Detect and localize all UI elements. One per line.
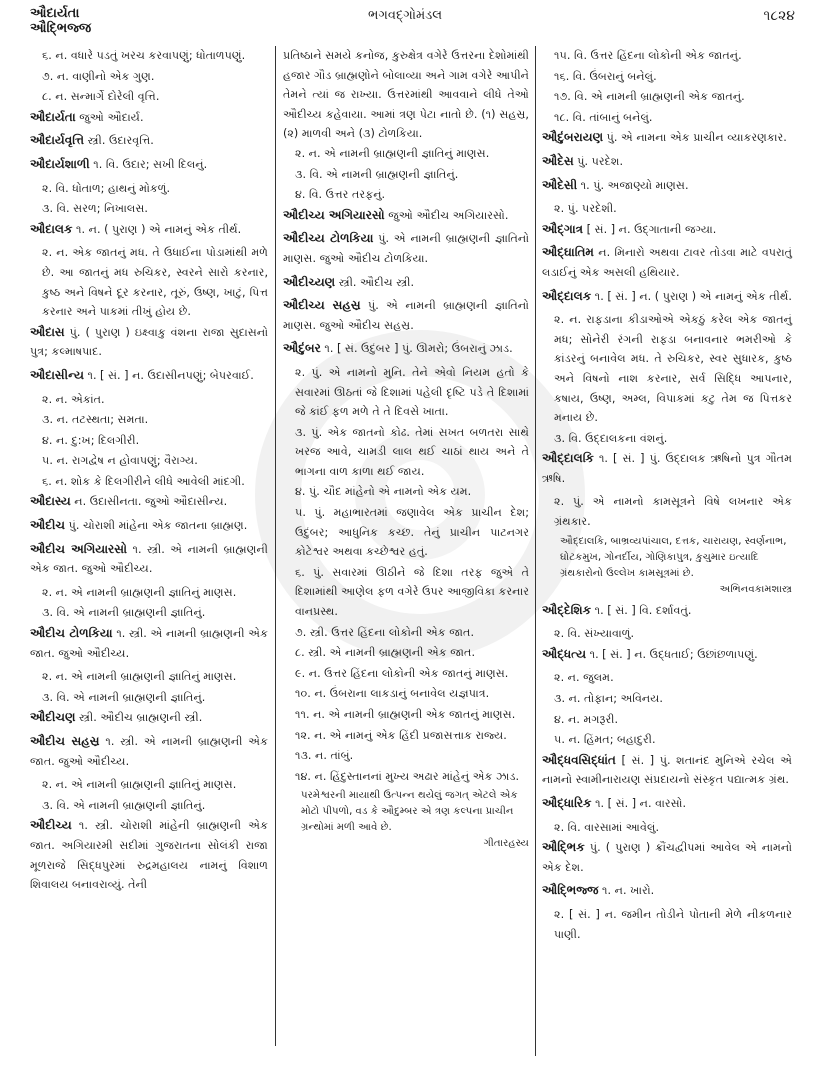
definition: પું. ( પુરાણ ) ક્રૌંચદ્વીપમાં આવેલ એ નામનો એક દેશ. xyxy=(542,841,792,874)
headword: ઔદાસીન્ય xyxy=(30,367,84,382)
dictionary-entry xyxy=(30,624,268,663)
sense-line: ૨. વિ. ધોતાળ; હાથનું મોકળું. xyxy=(42,181,171,195)
headword: ઔદ્દાલક xyxy=(542,288,592,303)
definition: ૧. સ્ત્રી. એ નામની બ્રાહ્મણની એક જાત. જુઓ ઔદીચ્ય. xyxy=(30,542,268,576)
dictionary-entry xyxy=(30,155,268,175)
definition: પું. એ નામની બ્રાહ્મણની જ્ઞાતિનો માણસ. જુઓ ઔદીચ ટોળકિયા. xyxy=(283,232,530,265)
column-divider xyxy=(275,46,276,1046)
headword: ઔદાલક xyxy=(30,221,73,236)
sense-line: ૬. ન. શોક કે દિલગીરીને લીધે આવેલી માંદગી. xyxy=(42,474,245,488)
sense-line: ૫. ન. રાગદ્વેષ ન હોવાપણું; વૈરાગ્ય. xyxy=(42,454,198,468)
dictionary-entry xyxy=(542,449,792,488)
column-1 xyxy=(30,46,268,899)
definition: સ્ત્રી. ઉદારવૃત્તિ. xyxy=(84,134,154,148)
sense-line: ૯. ન. ઉત્તર હિંદના લોકોની એક જાતનું માણસ. xyxy=(295,666,509,680)
sense-line: ૫. પું. મહાભારતમાં જણાવેલ એક પ્રાચીન દેશ; ઉદુંબર; આધુનિક કચ્છ. તેનું પ્રાચીન પાટનગર કોટેશ્વર અથવા કચ્છેશ્વર હતું. xyxy=(295,506,529,559)
headword: ઔદાસ્ય xyxy=(30,494,71,509)
headword: ઔદીચ અગિયારસો xyxy=(30,541,127,556)
headword: ઔદીચ સહસ્ર xyxy=(30,734,100,748)
sense-line: ૧૪. ન. હિંદુસ્તાનનાં મુખ્ય અઢાર માંહેનું એક ઝાડ. xyxy=(295,769,520,783)
sense-line: ૨. પું. એ નામનો મુનિ. તેને એવો નિયમ હતો કે સવારમાં ઊઠતાં જે દિશામાં પહેલી દૃષ્ટિ પડે તે દિશામાં જે કાંઈ ફળ મળે તે તે દિવસે ખાતા. xyxy=(295,365,529,419)
sense-line: ૪. ન. દુ:ખ; દિલગીરી. xyxy=(42,433,140,447)
definition: પું. પરદેશ. xyxy=(573,154,624,168)
definition: જુઓ ઔદીચ અગિયારસો. xyxy=(384,208,509,222)
sense-line: ૨. ન. એ નામની બ્રાહ્મણની જ્ઞાતિનું માણસ. xyxy=(42,670,237,684)
dictionary-entry xyxy=(30,492,268,512)
dictionary-entry xyxy=(30,708,268,728)
definition: ૧. સ્ત્રી. ચોરાશી માંહેની બ્રાહ્મણની એક જાત. અગિયારમી સદીમાં ગુજરાતના સોલંકી રાજા મૂળરાજે સિદ્ધપુરમાં રુદ્રમહાલય નામનું વિશાળ શિવાલય બનાવરાવ્યું. તેની xyxy=(30,819,268,892)
dictionary-entry xyxy=(542,243,792,282)
headword: ઔદાર્યશાળી xyxy=(30,156,90,171)
sense-line: ૧૦. ન. ઉંબરાના લાકડાનું બનાવેલ યજ્ઞપાત્ર. xyxy=(295,687,490,701)
sense-line: ૧૩. ન. તાંબું. xyxy=(295,749,354,763)
definition: ૧. સ્ત્રી. એ નામની બ્રાહ્મણની એક જાત. જુઓ ઔદીચ્ય. xyxy=(30,735,268,768)
definition: ૧. ન. ( પુરાણ ) એ નામનું એક તીર્થ. xyxy=(72,222,242,236)
dictionary-entry xyxy=(542,128,792,148)
page-number: ૧૮૨૪ xyxy=(763,8,795,24)
headword: ઔદીચણ xyxy=(30,710,76,725)
sense-line: ૪. ન. મગરૂરી. xyxy=(554,712,619,726)
headword: ઔદીચ્યણ xyxy=(283,274,336,289)
headword: ઔદ્દાલકિ xyxy=(542,451,594,466)
dictionary-entry xyxy=(30,131,268,151)
sense-line: ૭. સ્ત્રી. ઉત્તર હિંદના લોકોની એક જાત. xyxy=(295,625,475,639)
dictionary-entry xyxy=(283,273,529,293)
sense-line: ૧૭. વિ. એ નામની બ્રાહ્મણની એક જાતનું. xyxy=(554,90,745,104)
headword: ઔદેસી xyxy=(542,177,578,192)
headword: ઔદુંબર xyxy=(283,341,321,356)
headword: ઔદુંબરાયણ xyxy=(542,130,604,145)
sense-line: ૭. ન. વાણીનો એક ગુણ. xyxy=(42,69,155,83)
sense-line: ૧૬. વિ. ઉંબરાનું બનેલું. xyxy=(554,69,657,83)
dictionary-entry xyxy=(30,366,268,386)
definition: [ સં. ] ન. ઉદ્ગાતાની જગ્યા. xyxy=(583,222,717,236)
dictionary-entry xyxy=(542,220,792,240)
quote-source: ગીતારહસ્ય xyxy=(483,838,529,850)
sense-line: ૨. વિ. સંખ્યાવાળું. xyxy=(554,627,635,641)
definition: પું. ચોરાશી માંહેના એક જાતના બ્રાહ્મણ. xyxy=(65,519,248,533)
definition: ન. મિનારો અથવા ટાવર તોડવા માટે વપરાતું લડાઈનું એક અસલી હથિયાર. xyxy=(542,246,792,279)
dictionary-entry xyxy=(542,881,792,901)
dictionary-entry xyxy=(283,206,529,226)
sense-line: ૨. ન. એ નામની બ્રાહ્મણની જ્ઞાતિનું માણસ. xyxy=(295,146,490,160)
headword: ઔદીચ ટોળકિયા xyxy=(30,626,113,641)
definition: જુઓ ઔદાર્ય. xyxy=(75,110,144,124)
column-2 xyxy=(283,46,529,855)
continued-definition: પ્રતિષ્ઠાને સમયે કનોજ, કુરુક્ષેત્ર વગેરે ઉત્તરના દેશોમાંથી હજાર ગૌડ બ્રાહ્મણોને બોલાવ્યા અને ગામ વગેરે આપીને તેમને ત્યાં જ રાખ્યા. ઉત્તરમાંથી આવવાને લીધે તેઓ ઔદીચ્ય કહેવાયા. આમાં ત્રણ પેટા નાતો છે. (૧) સહસ્ર, (૨) માળવી અને (૩) ટોળકિયા. xyxy=(283,49,529,141)
quote-source: અભિનવકામશાસ્ત્ર xyxy=(719,583,792,595)
sense-line: ૨. ન. એકાંત. xyxy=(42,392,105,406)
guide-word-first: ઔદાર્યતા xyxy=(30,6,80,21)
page-header xyxy=(0,0,825,48)
dictionary-entry xyxy=(30,516,268,536)
definition: સ્ત્રી. ઔદીચ બ્રાહ્મણની સ્ત્રી. xyxy=(75,711,203,725)
definition: સ્ત્રી. ઔદીચ સ્ત્રી. xyxy=(335,275,414,289)
headword: ઔદાસ xyxy=(30,324,65,339)
sense-line: ૩. વિ. એ નામની બ્રાહ્મણની જ્ઞાતિનું. xyxy=(42,606,206,620)
dictionary-entry xyxy=(542,152,792,172)
definition: પું. એ નામની બ્રાહ્મણની જ્ઞાતિનો માણસ. જુઓ ઔદીચ સહસ્ર. xyxy=(283,299,529,332)
headword: ઔદ્ધત્ય xyxy=(542,646,587,661)
headword: ઔદ્દેશિક xyxy=(542,602,592,617)
sense-line: ૨. [ સં. ] ન. જમીન તોડીને પોતાની મેળે નીકળનાર પાણી. xyxy=(554,907,792,941)
sense-line: ૬. પું. સવારમાં ઊઠીને જે દિશા તરફ જુએ તે દિશામાંથી આણેલ ફળ વગેરે ઉપર આજીવિકા કરનાર વાનપ્રસ્થ. xyxy=(295,565,529,619)
headword: ઔદ્ભિજ્જ xyxy=(542,883,599,898)
citation-quote xyxy=(301,788,529,852)
headword: ઔદાર્યતા xyxy=(30,109,76,124)
dictionary-entry xyxy=(30,540,268,579)
definition: ૧. સ્ત્રી. એ નામની બ્રાહ્મણની એક જાત. જુઓ ઔદીચ્ય. xyxy=(30,627,268,660)
headword: ઔદેસ xyxy=(542,153,574,168)
headword: ઔદ્ભિક xyxy=(542,840,585,855)
definition: ૧. [ સં. ] ન. ( પુરાણ ) એ નામનું એક તીર્થ. xyxy=(591,289,792,303)
column-3 xyxy=(542,46,792,945)
sense-line: ૨. ન. એ નામની બ્રાહ્મણની જ્ઞાતિનું માણસ. xyxy=(42,778,237,792)
dictionary-entry xyxy=(542,794,792,814)
sense-line: ૮. ન. સન્માર્ગે દોરેલી વૃત્તિ. xyxy=(42,90,160,104)
headword: ઔદીચ xyxy=(30,518,66,533)
dictionary-entry xyxy=(30,220,268,240)
headword: ઔદીચ્ય સહસ્ર xyxy=(283,298,361,313)
dictionary-entry xyxy=(283,339,529,359)
definition: ૧. પું. અજાણ્યો માણસ. xyxy=(577,178,689,192)
headword: ઔદ્ધારિક xyxy=(542,796,592,810)
sense-line: ૩. વિ. સરળ; નિખાલસ. xyxy=(42,202,148,216)
definition: પું. ( પુરાણ ) ઇક્ષ્વાકુ વંશના રાજા સુદાસનો પુત્ર; કલ્માષપાદ. xyxy=(30,325,268,359)
dictionary-entry xyxy=(283,229,529,268)
dictionary-entry xyxy=(30,816,268,894)
column-divider xyxy=(535,46,536,1056)
sense-line: ૫. ન. હિંમત; બહાદુરી. xyxy=(554,733,656,747)
definition: ૧. [ સં. ] પું. ઉદ્દાલક ઋષિનો પુત્ર ગૌતમ ઋષિ. xyxy=(542,452,792,485)
sense-line: ૧૧. ન. એ નામની બ્રાહ્મણની એક જાતનું માણસ. xyxy=(295,708,516,721)
sense-line: ૧૫. વિ. ઉત્તર હિંદના લોકોની એક જાતનું. xyxy=(554,49,742,62)
guide-word-last: ઔદ્ભિજ્જ xyxy=(30,21,92,36)
sense-line: ૨. ન. એક જાતનું મધ. તે ઉધાઈના પોડામાંથી મળે છે. આ જાતનું મધ રુચિકર, સ્વરને સારો કરનાર, કુષ્ઠ અને વિષને દૂર કરનાર, તૂરું, ઉષ્ણ, ખાટું, પિત્ત કરનાર અને પાકમાં તીખું હોય છે. xyxy=(42,246,268,319)
quote-text: પરમેશ્વરની માયાથી ઉત્પન્ન થયેલું જગત્ એટલે એક મોટો પીપળો, વડ કે ઔદુમ્બર એ ત્રણ કલ્પના પ્રાચીન ગ્રન્થોમાં મળી આવે છે. xyxy=(301,790,518,834)
dictionary-entry xyxy=(30,732,268,771)
definition: ૧. વિ. ઉદાર; સખી દિલનું. xyxy=(89,157,208,171)
dictionary-entry xyxy=(542,838,792,877)
sense-line: ૨. ન. એ નામની બ્રાહ્મણની જ્ઞાતિનું માણસ. xyxy=(42,585,237,599)
sense-line: ૨. ન. રાફડાના કીડાઓએ એકઠું કરેલ એક જાતનું મધ; સોનેરી રંગની રાફડા બનાવનાર ભમરીઓ કે કાંડરનું બનાવેલ મધ. તે રુચિકર, સ્વર સુધારક, કુષ્ઠ અને વિષનો નાશ કરનાર, સર્વ સિદ્ધિ આપનાર, કષાય, ઉષ્ણ, અમ્લ, વિપાકમાં કટુ તેમ જ પિત્તકર મનાય છે. xyxy=(554,313,792,425)
dictionary-entry xyxy=(542,176,792,196)
sense-line: ૩. પું. એક જાતનો કોઢ. તેમાં સખત બળતરા સાથે ખરજ આવે, ચામડી લાલ થઈ ચાઠાં થાય અને તે ભાગના વાળ કાળા થઈ જાય. xyxy=(295,425,529,478)
dictionary-entry xyxy=(542,287,792,307)
sense-line: ૬. ન. વધારે પડતું ખરચ કરવાપણું; ધોતાળપણું. xyxy=(42,49,246,62)
sense-line: ૩. વિ. ઉદ્દાલકના વંશનું. xyxy=(554,431,668,445)
citation-quote xyxy=(560,534,792,598)
headword: ઔદ્ગાત્ર xyxy=(542,221,584,236)
headword: ઔદીચ્ય અગિયારસો xyxy=(283,207,385,222)
sense-line: ૩. ન. તટસ્થતા; સમતા. xyxy=(42,413,149,427)
running-title: ભગવદ્ગોમંડલ xyxy=(368,8,443,23)
headword: ઔદાર્યવૃત્તિ xyxy=(30,133,85,148)
dictionary-entry xyxy=(542,751,792,790)
dictionary-entry xyxy=(283,296,529,335)
sense-line: ૩. ન. તોફાન; અવિનય. xyxy=(554,692,663,706)
definition: ૧. [ સં. ] ન. વારસો. xyxy=(591,797,687,810)
dictionary-entry xyxy=(30,323,268,362)
definition: ૧. ન. ખારો. xyxy=(598,884,655,898)
definition: ન. ઉદાસીનતા. જુઓ ઔદાસીન્ય. xyxy=(70,495,228,509)
definition: ૧. [ સં. ઉદુંબર ] પું. ઊમરો; ઉંબરાનું ઝાડ. xyxy=(320,342,513,356)
guide-words xyxy=(30,6,91,36)
dictionary-entry xyxy=(542,645,792,665)
definition: [ સં. ] પું. શતાનંદ મુનિએ રચેલ એ નામનો સ્વામીનારાયણ સંપ્રદાયનો સંસ્કૃત પદ્યાત્મક ગ્રંથ. xyxy=(542,753,792,787)
sense-line: ૩. વિ. એ નામની બ્રાહ્મણની જ્ઞાતિનું. xyxy=(295,167,459,181)
sense-line: ૨. વિ. વારસામાં આવેલું. xyxy=(554,820,659,834)
headword: ઔદીચ્ય ટોળકિયા xyxy=(283,231,374,246)
sense-line: ૮. સ્ત્રી. એ નામની બ્રાહ્મણની એક જાત. xyxy=(295,646,476,660)
sense-line: ૪. પું. ચૌદ માંહેનો એ નામનો એક યમ. xyxy=(295,485,472,499)
sense-line: ૧૨. ન. એ નામનું એક હિંદી પ્રજાસત્તાક રાજ્ય. xyxy=(295,728,507,742)
dictionary-entry xyxy=(30,108,268,128)
definition: ૧. [ સં. ] વિ. દર્શાવતું. xyxy=(591,603,692,617)
dictionary-columns xyxy=(0,46,825,1056)
definition: ૧. [ સં. ] ન. ઉદાસીનપણું; બેપરવાઈ. xyxy=(83,368,254,382)
headword: ઔદ્ઘાતિમ xyxy=(542,245,594,260)
sense-line: ૨. ન. જુલમ. xyxy=(554,671,614,685)
sense-line: ૩. વિ. એ નામની બ્રાહ્મણની જ્ઞાતિનું. xyxy=(42,690,206,704)
sense-line: ૪. વિ. ઉત્તર તરફનું. xyxy=(295,188,386,202)
headword: ઔદીચ્ય xyxy=(30,818,72,833)
quote-text: ઔદ્દાલકિ, બાભ્રવ્યપાંચાલ, દત્તક, ચારાયણ, સ્વર્ણનાભ, ઘોટકમુખ, ગોનર્દીય, ગોણિકાપુત્ર, કુચુમાર ઇત્યાદિ ગ્રંથકારોનો ઉલ્લેખ કામસૂત્રમાં છે. xyxy=(560,535,787,579)
headword: ઔદ્ધવસિદ્ધાંત xyxy=(542,752,616,767)
dictionary-entry xyxy=(542,601,792,621)
sense-line: ૨. પું. એ નામનો કામસૂત્રને વિષે લખનાર એક ગ્રંથકાર. xyxy=(554,495,792,529)
sense-line: ૩. વિ. એ નામની બ્રાહ્મણની જ્ઞાતિનું. xyxy=(42,798,206,812)
definition: ૧. [ સં. ] ન. ઉદ્ધતાઈ; ઉછાંછળાપણું. xyxy=(586,647,758,661)
definition: પું. એ નામના એક પ્રાચીન વ્યાકરણકાર. xyxy=(603,131,787,145)
sense-line: ૨. પું. પરદેશી. xyxy=(554,202,617,216)
sense-line: ૧૮. વિ. તાંબાનું બનેલું. xyxy=(554,110,653,124)
